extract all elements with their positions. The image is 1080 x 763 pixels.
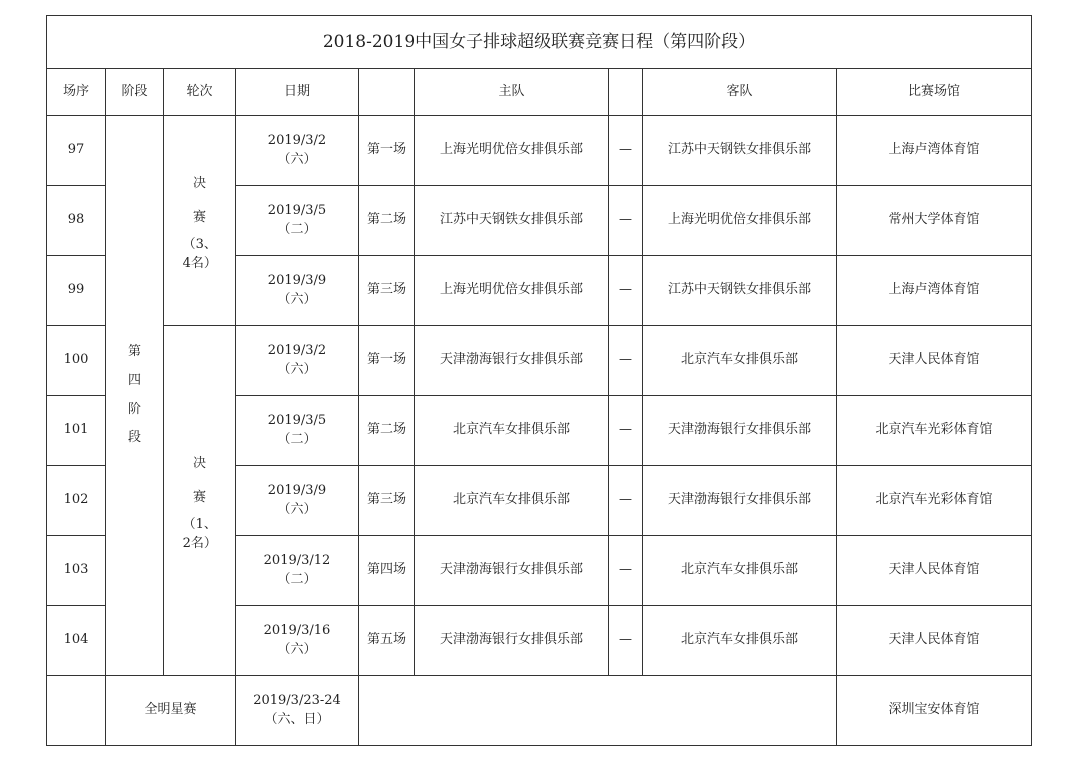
- game-cell: 第三场: [359, 256, 415, 326]
- round-label: 决赛: [193, 176, 207, 225]
- game-cell: 第一场: [359, 326, 415, 396]
- allstar-seq-cell: [47, 676, 106, 746]
- home-team-cell: 北京汽车女排俱乐部: [415, 396, 609, 466]
- seq-cell: 104: [47, 606, 106, 676]
- weekday-value: （六）: [277, 501, 317, 517]
- seq-cell: 102: [47, 466, 106, 536]
- header-away: 客队: [643, 69, 837, 116]
- date-value: 2019/3/9: [267, 272, 327, 288]
- venue-cell: 天津人民体育馆: [837, 606, 1032, 676]
- weekday-value: （六）: [277, 291, 317, 307]
- weekday-value: （六）: [277, 361, 317, 377]
- home-team-cell: 天津渤海银行女排俱乐部: [415, 536, 609, 606]
- weekday-value: （二）: [277, 431, 317, 447]
- game-cell: 第三场: [359, 466, 415, 536]
- venue-cell: 北京汽车光彩体育馆: [837, 396, 1032, 466]
- allstar-label-cell: 全明星赛: [106, 676, 236, 746]
- round-cell: [164, 326, 236, 676]
- separator-cell: —: [609, 326, 643, 396]
- date-value: 2019/3/16: [263, 622, 331, 638]
- home-team-cell: 北京汽车女排俱乐部: [415, 466, 609, 536]
- header-sep: [609, 69, 643, 116]
- date-cell: [236, 466, 359, 536]
- header-date: 日期: [236, 69, 359, 116]
- venue-cell: 上海卢湾体育馆: [837, 116, 1032, 186]
- seq-cell: 97: [47, 116, 106, 186]
- separator-cell: —: [609, 536, 643, 606]
- venue-cell: 天津人民体育馆: [837, 326, 1032, 396]
- separator-cell: —: [609, 466, 643, 536]
- date-cell: [236, 396, 359, 466]
- date-cell: [236, 256, 359, 326]
- allstar-row: [47, 676, 1032, 746]
- seq-cell: 100: [47, 326, 106, 396]
- round-label: 决赛: [193, 456, 207, 505]
- stage-cell: [106, 116, 164, 676]
- table-title: 2018-2019中国女子排球超级联赛竞赛日程（第四阶段）: [47, 16, 1032, 69]
- weekday-value: （二）: [277, 571, 317, 587]
- seq-cell: 99: [47, 256, 106, 326]
- away-team-cell: 北京汽车女排俱乐部: [643, 536, 837, 606]
- weekday-value: （六）: [277, 641, 317, 657]
- home-team-cell: 上海光明优倍女排俱乐部: [415, 256, 609, 326]
- round-cell: [164, 116, 236, 326]
- table-row: [47, 116, 1032, 186]
- allstar-weekday-value: （六、日）: [264, 711, 330, 727]
- separator-cell: —: [609, 606, 643, 676]
- date-value: 2019/3/2: [267, 342, 327, 358]
- date-cell: [236, 116, 359, 186]
- allstar-date-cell: [236, 676, 359, 746]
- away-team-cell: 北京汽车女排俱乐部: [643, 606, 837, 676]
- game-cell: 第二场: [359, 186, 415, 256]
- seq-cell: 98: [47, 186, 106, 256]
- game-cell: 第四场: [359, 536, 415, 606]
- round-sub-label: （3、4名）: [182, 236, 217, 272]
- away-team-cell: 天津渤海银行女排俱乐部: [643, 466, 837, 536]
- schedule-table: [46, 15, 1032, 746]
- venue-cell: 上海卢湾体育馆: [837, 256, 1032, 326]
- date-cell: [236, 326, 359, 396]
- home-team-cell: 上海光明优倍女排俱乐部: [415, 116, 609, 186]
- date-value: 2019/3/12: [263, 552, 331, 568]
- venue-cell: 天津人民体育馆: [837, 536, 1032, 606]
- away-team-cell: 江苏中天钢铁女排俱乐部: [643, 116, 837, 186]
- separator-cell: —: [609, 186, 643, 256]
- table-row: [47, 326, 1032, 396]
- separator-cell: —: [609, 396, 643, 466]
- game-cell: 第二场: [359, 396, 415, 466]
- seq-cell: 101: [47, 396, 106, 466]
- allstar-empty-cell: [359, 676, 837, 746]
- venue-cell: 常州大学体育馆: [837, 186, 1032, 256]
- away-team-cell: 江苏中天钢铁女排俱乐部: [643, 256, 837, 326]
- home-team-cell: 天津渤海银行女排俱乐部: [415, 606, 609, 676]
- header-seq: 场序: [47, 69, 106, 116]
- game-cell: 第五场: [359, 606, 415, 676]
- weekday-value: （二）: [277, 221, 317, 237]
- allstar-venue-cell: 深圳宝安体育馆: [837, 676, 1032, 746]
- header-game: [359, 69, 415, 116]
- header-row: [47, 69, 1032, 116]
- date-value: 2019/3/9: [267, 482, 327, 498]
- header-venue: 比赛场馆: [837, 69, 1032, 116]
- stage-label: 第四阶段: [128, 344, 142, 446]
- venue-cell: 北京汽车光彩体育馆: [837, 466, 1032, 536]
- date-value: 2019/3/5: [267, 412, 327, 428]
- header-round: 轮次: [164, 69, 236, 116]
- away-team-cell: 天津渤海银行女排俱乐部: [643, 396, 837, 466]
- home-team-cell: 江苏中天钢铁女排俱乐部: [415, 186, 609, 256]
- date-value: 2019/3/5: [267, 202, 327, 218]
- date-cell: [236, 536, 359, 606]
- date-value: 2019/3/2: [267, 132, 327, 148]
- separator-cell: —: [609, 116, 643, 186]
- header-stage: 阶段: [106, 69, 164, 116]
- away-team-cell: 上海光明优倍女排俱乐部: [643, 186, 837, 256]
- seq-cell: 103: [47, 536, 106, 606]
- away-team-cell: 北京汽车女排俱乐部: [643, 326, 837, 396]
- weekday-value: （六）: [277, 151, 317, 167]
- separator-cell: —: [609, 256, 643, 326]
- game-cell: 第一场: [359, 116, 415, 186]
- date-cell: [236, 606, 359, 676]
- header-home: 主队: [415, 69, 609, 116]
- round-sub-label: （1、2名）: [182, 516, 217, 552]
- allstar-date-value: 2019/3/23-24: [253, 692, 341, 708]
- home-team-cell: 天津渤海银行女排俱乐部: [415, 326, 609, 396]
- date-cell: [236, 186, 359, 256]
